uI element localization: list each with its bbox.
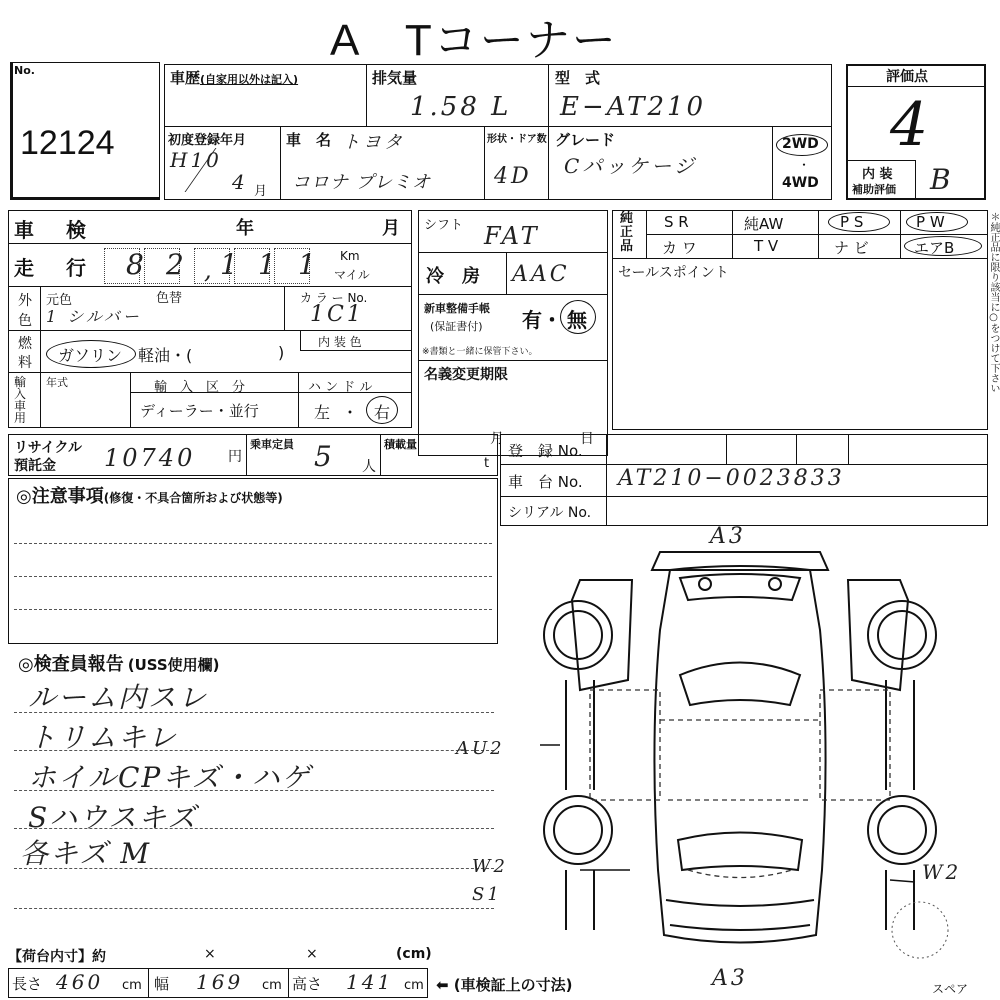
first-reg-year: H10 xyxy=(170,148,222,172)
damage-right: W2 xyxy=(922,860,962,884)
recycle-label-2: 預託金 xyxy=(14,458,56,474)
inspection-year: 年 xyxy=(236,218,254,239)
color-no-label: カ ラ ー No. xyxy=(300,291,368,305)
mileage-digit-1: 8 xyxy=(126,248,147,281)
option-airbag[interactable]: エアB xyxy=(914,239,955,257)
recycle-value: 10740 xyxy=(104,444,196,472)
damage-bottom-left-1: W2 xyxy=(472,856,508,877)
mileage-digit-2: 2 xyxy=(166,248,187,281)
option-aw[interactable]: 純AW xyxy=(744,215,784,233)
chassis-label: 車 台 No. xyxy=(508,473,583,491)
fuel-diesel[interactable]: 軽油・( xyxy=(138,346,193,365)
recycle-label-1: リサイクル xyxy=(14,440,83,456)
page-title: A Tコーナー xyxy=(330,16,618,65)
spare-label: スペア xyxy=(932,982,969,996)
score-value: 4 xyxy=(890,90,929,160)
length-value: 460 xyxy=(56,970,104,994)
model-type-value: E−AT210 xyxy=(560,92,707,122)
shift-value: FAT xyxy=(484,222,540,250)
grade-label: グレード xyxy=(555,131,616,149)
fuel-diesel-close: ) xyxy=(278,343,285,362)
model-type-label: 型 式 xyxy=(555,69,601,87)
mileage-digit-3: 1 xyxy=(220,248,241,281)
damage-left: AU2 xyxy=(456,738,505,759)
dims-note: ⬅ (車検証上の寸法) xyxy=(436,976,573,994)
mileage-comma: , xyxy=(204,256,215,284)
fuel-label-2: 料 xyxy=(18,355,32,371)
color-no-value: 1C1 xyxy=(310,302,364,327)
length-unit: cm xyxy=(122,978,142,993)
report-line-1: ルーム内スレ xyxy=(28,681,209,714)
rename-month: 月 xyxy=(490,431,504,447)
option-tv[interactable]: T V xyxy=(754,237,779,255)
manual-dot: ・ xyxy=(542,308,562,332)
grade-value: Cパッケージ xyxy=(564,154,697,178)
recycle-unit: 円 xyxy=(228,449,242,465)
displacement-label: 排気量 xyxy=(372,69,418,87)
manual-label-1: 新車整備手帳 xyxy=(424,302,490,315)
import-div-label: 輸 入 区 分 xyxy=(154,380,246,395)
first-reg-month: 4 xyxy=(232,170,248,194)
fuel-label-1: 燃 xyxy=(18,336,32,352)
length-label: 長さ xyxy=(12,975,43,993)
manual-label-2: (保証書付) xyxy=(430,320,483,333)
cargo-x2: × xyxy=(306,946,318,962)
side-note: ＊純正品に限り該当に○をつけて下さい xyxy=(988,212,999,393)
interior-sub: 補助評価 xyxy=(852,183,896,196)
option-leather[interactable]: カ ワ xyxy=(662,239,697,257)
fuel-gasoline[interactable]: ガソリン xyxy=(58,346,123,365)
cargo-unit: (cm) xyxy=(396,946,432,962)
car-name-value: コロナ プレミオ xyxy=(292,172,432,193)
first-reg-label: 初度登録年月 xyxy=(168,133,247,148)
option-navi[interactable]: ナ ビ xyxy=(834,239,869,257)
report-line-5: 各キズ M xyxy=(20,837,152,870)
option-sr[interactable]: S R xyxy=(664,213,689,231)
reg-no-label: 登 録 No. xyxy=(508,442,583,460)
sales-point-label: セールスポイント xyxy=(618,265,729,281)
exterior-label-2: 色 xyxy=(18,313,32,329)
report-label: ◎検査員報告 (USS使用欄) xyxy=(18,654,220,675)
report-line-4: Sハウスキズ xyxy=(28,801,198,834)
exterior-orig-label: 元色 xyxy=(46,293,73,308)
history-label: 車歴(自家用以外は記入) xyxy=(170,69,299,87)
exterior-label-1: 外 xyxy=(18,293,32,309)
handle-left[interactable]: 左 xyxy=(314,403,331,422)
ac-label: 冷 房 xyxy=(426,266,480,287)
manual-no[interactable]: 無 xyxy=(567,308,587,332)
rename-label: 名義変更期限 xyxy=(424,367,508,383)
height-unit: cm xyxy=(404,978,424,993)
cargo-label: 【荷台内寸】約 xyxy=(8,949,106,965)
mileage-digit-4: 1 xyxy=(258,248,279,281)
damage-bottom-left-2: S1 xyxy=(472,884,502,905)
car-maker: トヨタ xyxy=(342,132,405,153)
height-label: 高さ xyxy=(292,975,323,993)
load-unit: t xyxy=(484,456,490,471)
mileage-unit-km: Km xyxy=(340,249,360,263)
width-label: 幅 xyxy=(154,975,170,993)
drive-separator: ・ xyxy=(798,158,811,172)
manual-yes[interactable]: 有 xyxy=(522,308,542,332)
cargo-x1: × xyxy=(204,946,216,962)
first-reg-month-unit: 月 xyxy=(254,184,268,199)
damage-top: A3 xyxy=(710,524,746,549)
import-year-label: 年式 xyxy=(46,376,68,389)
import-label: 輸入車用 xyxy=(14,375,27,425)
chassis-value: AT210−0023833 xyxy=(618,466,845,491)
import-div-value[interactable]: ディーラー・並行 xyxy=(140,402,259,420)
car-diagram xyxy=(540,540,980,970)
drive-4wd[interactable]: 4WD xyxy=(782,175,819,191)
option-pw[interactable]: P W xyxy=(916,213,945,231)
mileage-unit-mile: マイル xyxy=(334,268,370,282)
width-value: 169 xyxy=(196,970,244,994)
report-line-3: ホイルCPキズ・ハゲ xyxy=(28,761,312,794)
rename-day: 日 xyxy=(580,431,594,447)
number-label: No. xyxy=(14,64,35,77)
exterior-value: 1 シルバー xyxy=(46,307,142,326)
mileage-digit-5: 1 xyxy=(298,248,319,281)
report-line-2: トリムキレ xyxy=(28,721,178,754)
height-value: 141 xyxy=(346,970,394,994)
interior-value: B xyxy=(930,163,954,196)
doors-label: 形状・ドア数 xyxy=(487,134,547,145)
handle-right[interactable]: 右 xyxy=(374,403,391,422)
ac-value: AAC xyxy=(512,262,570,287)
damage-bottom: A3 xyxy=(712,966,748,991)
exterior-repaint-label: 色替 xyxy=(156,291,183,306)
inspection-label: 車 検 xyxy=(14,218,92,242)
handle-dot: ・ xyxy=(342,403,359,422)
mileage-label: 走 行 xyxy=(14,256,92,280)
capacity-label: 乗車定員 xyxy=(250,438,294,451)
option-ps[interactable]: P S xyxy=(840,213,864,231)
capacity-value: 5 xyxy=(314,440,335,473)
inspection-month: 月 xyxy=(382,218,400,239)
interior-color-label: 内 装 色 xyxy=(318,335,362,349)
doors-value: 4D xyxy=(494,164,532,189)
width-unit: cm xyxy=(262,978,282,993)
manual-note: ※書類と一緒に保管下さい。 xyxy=(422,347,538,357)
options-side-label: 純正品 xyxy=(620,211,634,254)
caution-label: ◎注意事項(修復・不具合箇所および状態等) xyxy=(16,486,283,507)
serial-label: シリアル No. xyxy=(508,505,592,521)
displacement-value: 1.58 L xyxy=(410,92,512,122)
shift-label: シフト xyxy=(424,218,464,233)
interior-label: 内 装 xyxy=(862,167,893,182)
score-label: 評価点 xyxy=(886,69,928,85)
number-value: 12124 xyxy=(20,124,115,162)
capacity-unit: 人 xyxy=(362,459,376,475)
car-name-label: 車 名 xyxy=(286,131,332,149)
drive-2wd[interactable]: 2WD xyxy=(782,136,819,152)
load-label: 積載量 xyxy=(384,438,417,451)
handle-label: ハ ン ド ル xyxy=(308,380,373,395)
